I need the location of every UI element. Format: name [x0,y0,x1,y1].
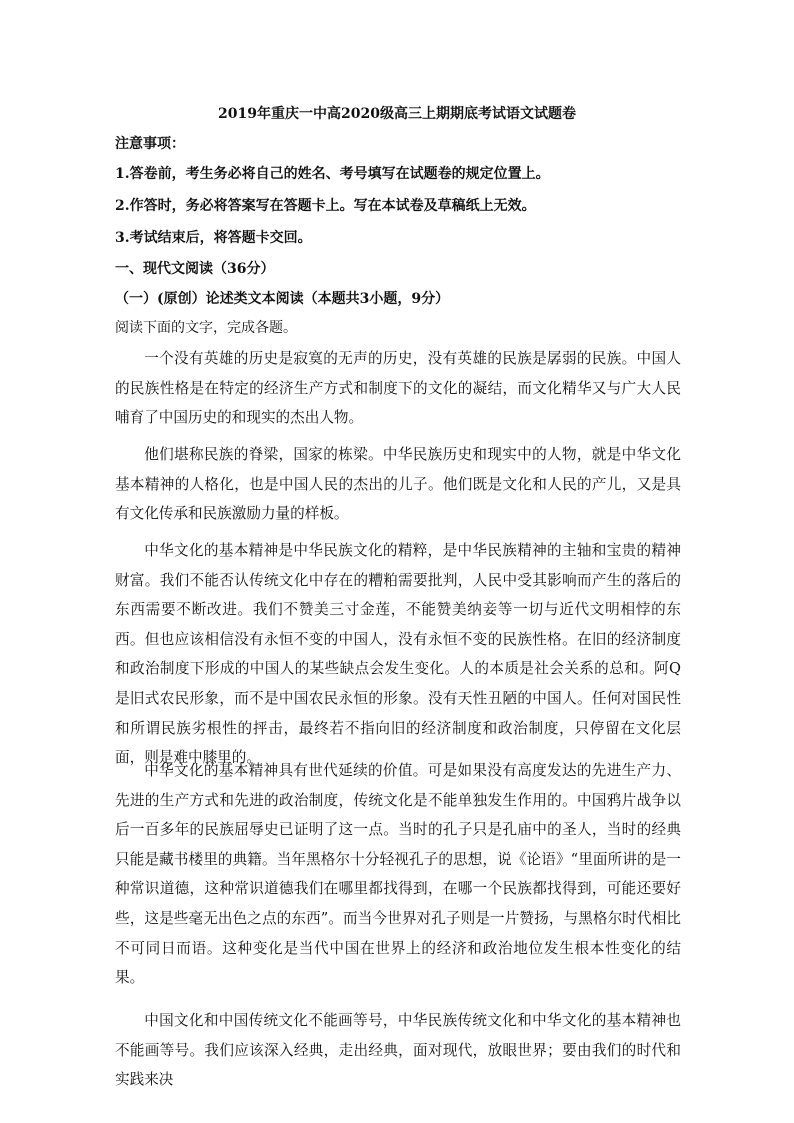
section-heading: 一、现代文阅读（36分） [115,261,275,277]
notice-heading: 注意事项： [115,136,185,152]
reading-instruction: 阅读下面的文字，完成各题。 [115,320,297,336]
paragraph-1: 一个没有英雄的历史是寂寞的无声的历史，没有英雄的民族是孱弱的民族。中国人的民族性格是在特定的经济生产方式和制度下的文化的凝结，而文化精华又与广大人民哺育了中国历史的和现实的杰出人物。 [115,350,681,427]
paragraph-2: 他们堪称民族的脊梁，国家的栋梁。中华民族历史和现实中的人物，就是中华文化基本精神的人格化，也是中国人民的杰出的儿子。他们既是文化和人民的产儿，又是具有文化传承和民族激励力量的样板。 [115,446,681,523]
notice-item-2: 2.作答时，务必将答案写在答题卡上。写在本试卷及草稿纸上无效。 [115,198,536,214]
paragraph-4: 中华文化的基本精神具有世代延续的价值。可是如果没有高度发达的先进生产力、先进的生产方式和先进的政治制度，传统文化是不能单独发生作用的。中国鸦片战争以后一百多年的民族屈辱史已证明了这一点。当时的孔子只是孔庙中的圣人，当时的经典只能是藏书楼里的典籍。当年黑格尔十分轻视孔子的思想，说《论语》“里面所讲的是一种常识道德，这种常识道德我们在哪里都找得到，在哪一个民族都找得到，可能还要好些，这是些毫无出色之点的东西”。而当今世界对孔子则是一片赞扬，与黑格尔时代相比不可同日而语。这种变化是当代中国在世界上的经济和政治地位发生根本性变化的结果。 [115,762,681,987]
notice-item-3: 3.考试结束后，将答题卡交回。 [115,230,312,246]
notice-item-1: 1.答卷前，考生务必将自己的姓名、考号填写在试题卷的规定位置上。 [115,166,550,182]
subsection-heading: （一）(原创）论述类文本阅读（本题共3小题，9分） [115,291,450,307]
paragraph-5: 中国文化和中国传统文化不能画等号，中华民族传统文化和中华文化的基本精神也不能画等号。我们应该深入经典，走出经典，面对现代，放眼世界；要由我们的时代和实践来决 [115,1012,681,1089]
page-title: 2019年重庆一中高2020级高三上期期底考试语文试题卷 [218,106,576,122]
paragraph-3: 中华文化的基本精神是中华民族文化的精粹，是中华民族精神的主轴和宝贵的精神财富。我们不能否认传统文化中存在的糟粕需要批判，人民中受其影响而产生的落后的东西需要不断改进。我们不赞美三寸金莲，不能赞美纳妾等一切与近代文明相悖的东西。但也应该相信没有永恒不变的中国人，没有永恒不变的民族性格。在旧的经济制度和政治制度下形成的中国人的某些缺点会发生变化。人的本质是社会关系的总和。阿Q是旧式农民形象，而不是中国农民永恒的形象。没有天性丑陋的中国人。任何对国民性和所谓民族劣根性的抨击，最终若不指向旧的经济制度和政治制度，只停留在文化层面，则是难中膝里的。 [115,542,681,767]
